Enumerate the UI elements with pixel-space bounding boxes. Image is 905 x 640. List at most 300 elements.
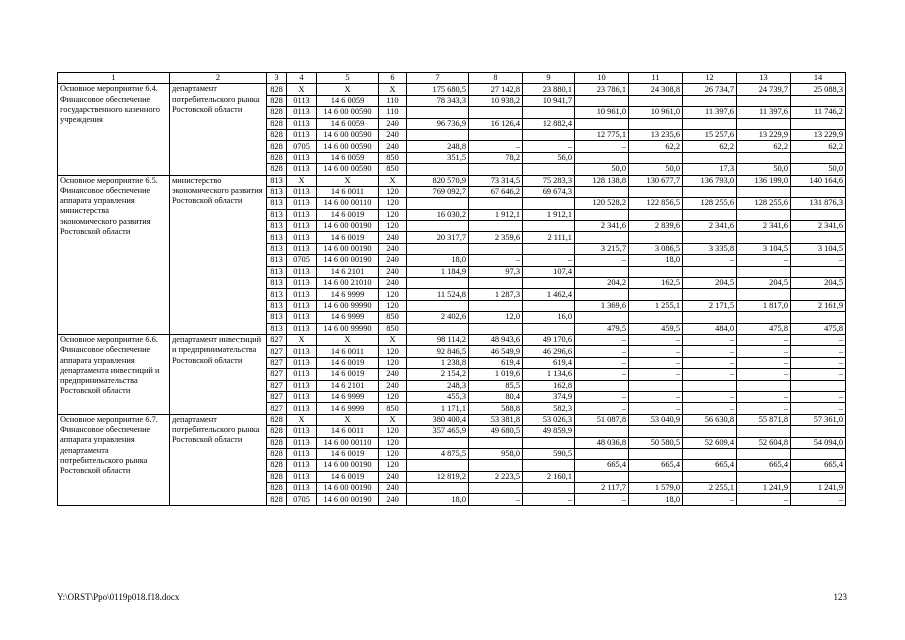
table-cell: 1 255,1 xyxy=(629,300,683,311)
executor-cell: департамент инвестиций и предпринимательства Ростовской области xyxy=(170,334,267,414)
table-cell: 828 xyxy=(267,460,287,471)
table-cell: 14 6 9999 xyxy=(317,403,379,414)
table-cell: – xyxy=(575,334,629,345)
table-cell xyxy=(629,289,683,300)
table-cell: 12 882,4 xyxy=(523,118,575,129)
table-cell: X xyxy=(317,334,379,345)
table-cell: – xyxy=(575,255,629,266)
table-cell xyxy=(575,266,629,277)
table-cell xyxy=(683,471,737,482)
table-cell: 69 674,3 xyxy=(523,186,575,197)
table-cell xyxy=(737,380,791,391)
table-cell xyxy=(737,289,791,300)
table-cell: 619,4 xyxy=(523,357,575,368)
table-cell: 17,3 xyxy=(683,164,737,175)
table-cell xyxy=(737,95,791,106)
table-cell: 14 6 0059 xyxy=(317,118,379,129)
table-cell xyxy=(407,198,469,209)
table-cell: 73 314,5 xyxy=(469,175,523,186)
table-cell: 240 xyxy=(379,380,407,391)
table-cell xyxy=(683,186,737,197)
table-cell: 0113 xyxy=(287,243,317,254)
table-cell xyxy=(629,266,683,277)
table-cell: 240 xyxy=(379,232,407,243)
column-header: 8 xyxy=(469,73,523,84)
table-cell: 374,9 xyxy=(523,391,575,402)
table-cell: 75 283,3 xyxy=(523,175,575,186)
table-cell: 240 xyxy=(379,483,407,494)
table-cell: 14 6 00 00190 xyxy=(317,494,379,505)
table-cell: 204,5 xyxy=(737,278,791,289)
table-cell xyxy=(791,471,846,482)
table-cell: X xyxy=(287,175,317,186)
table-cell: 0705 xyxy=(287,141,317,152)
table-cell: 14 6 2101 xyxy=(317,380,379,391)
table-cell: 2 161,9 xyxy=(791,300,846,311)
table-cell xyxy=(575,380,629,391)
table-cell xyxy=(469,221,523,232)
table-cell: – xyxy=(791,403,846,414)
table-cell: 50 580,5 xyxy=(629,437,683,448)
table-cell: 120 xyxy=(379,437,407,448)
table-cell: X xyxy=(379,84,407,95)
table-cell: 14 6 00 00590 xyxy=(317,129,379,140)
table-cell: 828 xyxy=(267,95,287,106)
table-cell: 827 xyxy=(267,403,287,414)
table-cell: 0113 xyxy=(287,278,317,289)
table-cell: 459,5 xyxy=(629,323,683,334)
table-cell: 14 6 0011 xyxy=(317,426,379,437)
table-cell: – xyxy=(575,403,629,414)
table-cell: 14 6 00 00110 xyxy=(317,198,379,209)
table-cell: 3 104,5 xyxy=(737,243,791,254)
table-cell xyxy=(683,95,737,106)
table-cell: X xyxy=(317,175,379,186)
table-cell xyxy=(683,209,737,220)
event-name-cell: Основное мероприятие 6.7. Финансовое обеспечение аппарата управления департамента потребительского рынка Ростовской области xyxy=(58,414,170,505)
table-cell: 820 570,9 xyxy=(407,175,469,186)
table-cell: 10 961,0 xyxy=(575,107,629,118)
table-cell: 11 397,6 xyxy=(683,107,737,118)
table-cell xyxy=(469,243,523,254)
table-cell: 18,0 xyxy=(407,494,469,505)
table-cell: 12,0 xyxy=(469,312,523,323)
table-cell xyxy=(683,152,737,163)
table-cell xyxy=(629,232,683,243)
table-cell: – xyxy=(523,141,575,152)
table-cell xyxy=(629,380,683,391)
table-cell: 0113 xyxy=(287,164,317,175)
table-cell xyxy=(575,448,629,459)
table-cell xyxy=(791,152,846,163)
table-cell: 46 549,9 xyxy=(469,346,523,357)
table-cell: 479,5 xyxy=(575,323,629,334)
table-cell: 14 6 2101 xyxy=(317,266,379,277)
table-cell: 828 xyxy=(267,483,287,494)
table-cell xyxy=(737,209,791,220)
table-cell: 14 6 0011 xyxy=(317,346,379,357)
table-cell xyxy=(523,323,575,334)
table-cell: 120 xyxy=(379,391,407,402)
table-cell xyxy=(407,129,469,140)
table-cell xyxy=(791,209,846,220)
table-cell: 2 111,1 xyxy=(523,232,575,243)
table-cell: 240 xyxy=(379,266,407,277)
table-cell: 1 462,4 xyxy=(523,289,575,300)
table-cell: 120 xyxy=(379,300,407,311)
table-cell: 850 xyxy=(379,164,407,175)
table-header-row xyxy=(58,73,846,84)
table-cell: 130 677,7 xyxy=(629,175,683,186)
table-cell: 48 943,6 xyxy=(469,334,523,345)
table-cell: – xyxy=(791,369,846,380)
table-cell: – xyxy=(523,255,575,266)
table-cell xyxy=(575,118,629,129)
table-cell: 53 040,9 xyxy=(629,414,683,425)
table-cell xyxy=(407,164,469,175)
table-cell: 3 335,8 xyxy=(683,243,737,254)
table-cell: 665,4 xyxy=(683,460,737,471)
table-row xyxy=(58,175,846,186)
table-cell: 827 xyxy=(267,334,287,345)
table-cell: 13 235,6 xyxy=(629,129,683,140)
table-cell: 46 296,6 xyxy=(523,346,575,357)
table-cell: 0113 xyxy=(287,460,317,471)
table-cell: 240 xyxy=(379,243,407,254)
table-cell: – xyxy=(683,346,737,357)
table-cell: 55 871,8 xyxy=(737,414,791,425)
table-cell xyxy=(683,118,737,129)
table-cell: 813 xyxy=(267,209,287,220)
table-cell: 2 255,1 xyxy=(683,483,737,494)
table-cell: 52 609,4 xyxy=(683,437,737,448)
table-cell: 23 880,1 xyxy=(523,84,575,95)
table-cell: 240 xyxy=(379,141,407,152)
table-cell: 248,8 xyxy=(407,141,469,152)
table-cell: 2 402,6 xyxy=(407,312,469,323)
table-cell: 0113 xyxy=(287,232,317,243)
table-cell: 204,2 xyxy=(575,278,629,289)
table-cell: – xyxy=(575,369,629,380)
table-cell xyxy=(469,323,523,334)
table-cell: 120 xyxy=(379,460,407,471)
table-cell: 850 xyxy=(379,152,407,163)
table-cell xyxy=(523,437,575,448)
table-cell: 1 171,1 xyxy=(407,403,469,414)
table-cell: 53 381,8 xyxy=(469,414,523,425)
table-cell: 813 xyxy=(267,221,287,232)
table-cell: 14 6 9999 xyxy=(317,289,379,300)
table-cell xyxy=(683,232,737,243)
table-cell: – xyxy=(683,357,737,368)
table-cell: 14 6 00 21010 xyxy=(317,278,379,289)
table-cell xyxy=(683,312,737,323)
table-cell: 1 238,8 xyxy=(407,357,469,368)
table-cell: 582,3 xyxy=(523,403,575,414)
column-header: 1 xyxy=(58,73,170,84)
table-cell xyxy=(791,186,846,197)
table-cell xyxy=(629,471,683,482)
table-cell xyxy=(629,209,683,220)
table-cell: 120 xyxy=(379,448,407,459)
table-cell: 0113 xyxy=(287,380,317,391)
table-cell: 813 xyxy=(267,232,287,243)
table-cell: 49 680,5 xyxy=(469,426,523,437)
table-cell: 16,0 xyxy=(523,312,575,323)
table-cell: 828 xyxy=(267,164,287,175)
table-cell: 48 036,8 xyxy=(575,437,629,448)
table-cell: 0113 xyxy=(287,209,317,220)
budget-table xyxy=(57,72,846,506)
table-cell: 14 6 00 99990 xyxy=(317,300,379,311)
table-cell: 0113 xyxy=(287,369,317,380)
table-cell: 120 xyxy=(379,186,407,197)
table-cell: 78 343,3 xyxy=(407,95,469,106)
table-cell: 14 6 0011 xyxy=(317,186,379,197)
table-cell: 96 736,9 xyxy=(407,118,469,129)
table-cell xyxy=(407,437,469,448)
table-cell: 140 164,6 xyxy=(791,175,846,186)
table-cell: 50,0 xyxy=(575,164,629,175)
table-row xyxy=(58,414,846,425)
table-cell: 475,8 xyxy=(791,323,846,334)
table-cell: – xyxy=(791,334,846,345)
table-cell xyxy=(737,266,791,277)
table-cell xyxy=(469,129,523,140)
table-cell: 0113 xyxy=(287,437,317,448)
table-cell: 14 6 0059 xyxy=(317,152,379,163)
table-cell: 120 xyxy=(379,289,407,300)
table-cell: 1 817,0 xyxy=(737,300,791,311)
column-header: 11 xyxy=(629,73,683,84)
table-cell: 120 xyxy=(379,209,407,220)
table-cell: 813 xyxy=(267,312,287,323)
table-cell: 2 341,6 xyxy=(791,221,846,232)
table-cell: 14 6 00 99990 xyxy=(317,323,379,334)
table-cell xyxy=(791,266,846,277)
table-cell: – xyxy=(737,391,791,402)
table-cell: – xyxy=(575,141,629,152)
column-header: 12 xyxy=(683,73,737,84)
table-cell: 1 912,1 xyxy=(523,209,575,220)
table-cell xyxy=(407,107,469,118)
table-cell: 813 xyxy=(267,289,287,300)
table-cell xyxy=(737,186,791,197)
executor-cell: департамент потребительского рынка Ростовской области xyxy=(170,84,267,175)
table-cell: 14 6 0019 xyxy=(317,369,379,380)
table-cell: 49 170,6 xyxy=(523,334,575,345)
table-cell: 827 xyxy=(267,391,287,402)
table-cell: 10 941,7 xyxy=(523,95,575,106)
table-cell xyxy=(737,152,791,163)
table-cell: 51 087,8 xyxy=(575,414,629,425)
table-cell: – xyxy=(575,494,629,505)
table-cell: 813 xyxy=(267,323,287,334)
table-cell: – xyxy=(523,494,575,505)
table-cell xyxy=(523,221,575,232)
table-cell: 120 xyxy=(379,426,407,437)
table-cell: 16 030,2 xyxy=(407,209,469,220)
table-cell xyxy=(575,152,629,163)
table-cell: 475,8 xyxy=(737,323,791,334)
column-header: 7 xyxy=(407,73,469,84)
table-cell: 78,2 xyxy=(469,152,523,163)
table-cell: 1 369,6 xyxy=(575,300,629,311)
table-cell: 769 092,7 xyxy=(407,186,469,197)
table-cell: 850 xyxy=(379,312,407,323)
table-cell: 0113 xyxy=(287,357,317,368)
column-header: 9 xyxy=(523,73,575,84)
table-cell: 122 856,5 xyxy=(629,198,683,209)
table-cell: – xyxy=(629,403,683,414)
table-row xyxy=(58,84,846,95)
table-cell: 12 775,1 xyxy=(575,129,629,140)
table-cell: 2 341,6 xyxy=(683,221,737,232)
table-cell: 665,4 xyxy=(791,460,846,471)
table-cell: 57 361,0 xyxy=(791,414,846,425)
table-cell: 665,4 xyxy=(629,460,683,471)
table-cell xyxy=(407,460,469,471)
table-cell: 49 859,9 xyxy=(523,426,575,437)
table-cell: X xyxy=(287,84,317,95)
table-cell: 120 xyxy=(379,221,407,232)
table-cell: 23 786,1 xyxy=(575,84,629,95)
table-cell: 136 199,0 xyxy=(737,175,791,186)
table-cell: 827 xyxy=(267,380,287,391)
table-cell: 14 6 0059 xyxy=(317,95,379,106)
table-cell: 827 xyxy=(267,369,287,380)
table-cell: 26 734,7 xyxy=(683,84,737,95)
table-cell: 2 171,5 xyxy=(683,300,737,311)
table-cell: 0113 xyxy=(287,448,317,459)
table-cell: – xyxy=(629,346,683,357)
table-cell: 240 xyxy=(379,494,407,505)
table-cell: 828 xyxy=(267,494,287,505)
table-cell: – xyxy=(737,346,791,357)
table-cell: 14 6 0019 xyxy=(317,448,379,459)
table-cell: 0113 xyxy=(287,312,317,323)
table-cell: 1 241,9 xyxy=(737,483,791,494)
table-cell: 590,5 xyxy=(523,448,575,459)
table-cell: 0113 xyxy=(287,471,317,482)
table-cell: 14 6 0019 xyxy=(317,209,379,220)
table-cell: – xyxy=(683,334,737,345)
table-cell: 0113 xyxy=(287,152,317,163)
executor-cell: министерство экономического развития Ростовской области xyxy=(170,175,267,334)
table-cell xyxy=(523,129,575,140)
table-cell: – xyxy=(629,334,683,345)
table-cell: 18,0 xyxy=(629,494,683,505)
table-cell: 828 xyxy=(267,426,287,437)
table-cell: 14 6 00 00110 xyxy=(317,437,379,448)
table-cell: 484,0 xyxy=(683,323,737,334)
table-cell: 351,5 xyxy=(407,152,469,163)
table-cell: 958,0 xyxy=(469,448,523,459)
table-cell: X xyxy=(379,414,407,425)
table-cell xyxy=(469,300,523,311)
event-name-cell: Основное мероприятие 6.6. Финансовое обеспечение аппарата управления департамента инвестиций и предпринимательства Ростовской области xyxy=(58,334,170,414)
table-cell xyxy=(523,198,575,209)
table-cell: 813 xyxy=(267,198,287,209)
table-cell: – xyxy=(683,494,737,505)
table-cell: 2 160,1 xyxy=(523,471,575,482)
table-cell: 0113 xyxy=(287,323,317,334)
table-cell: 80,4 xyxy=(469,391,523,402)
table-cell xyxy=(469,460,523,471)
table-cell xyxy=(523,164,575,175)
table-cell: 16 126,4 xyxy=(469,118,523,129)
table-cell xyxy=(629,426,683,437)
table-cell: 0113 xyxy=(287,221,317,232)
table-cell xyxy=(407,243,469,254)
table-cell: 0113 xyxy=(287,391,317,402)
table-cell xyxy=(737,448,791,459)
table-cell: 0113 xyxy=(287,426,317,437)
table-cell xyxy=(575,426,629,437)
table-cell: 0113 xyxy=(287,266,317,277)
table-cell: X xyxy=(379,334,407,345)
table-cell: 15 257,6 xyxy=(683,129,737,140)
table-cell xyxy=(407,300,469,311)
table-cell: – xyxy=(791,357,846,368)
table-cell: 619,4 xyxy=(469,357,523,368)
table-cell: 53 026,3 xyxy=(523,414,575,425)
table-cell: 10 961,0 xyxy=(629,107,683,118)
table-cell: 10 938,2 xyxy=(469,95,523,106)
table-row xyxy=(58,334,846,345)
table-cell: 14 6 00 00190 xyxy=(317,221,379,232)
table-cell: 92 846,5 xyxy=(407,346,469,357)
table-cell: – xyxy=(737,369,791,380)
table-cell: 14 6 0019 xyxy=(317,232,379,243)
table-cell: – xyxy=(791,255,846,266)
table-cell: 828 xyxy=(267,107,287,118)
table-cell xyxy=(791,380,846,391)
table-cell: 110 xyxy=(379,95,407,106)
table-cell: 0113 xyxy=(287,186,317,197)
table-cell: 11 746,2 xyxy=(791,107,846,118)
table-cell: 2 341,6 xyxy=(737,221,791,232)
table-cell xyxy=(469,198,523,209)
column-header: 13 xyxy=(737,73,791,84)
table-cell: 0113 xyxy=(287,346,317,357)
table-cell: 813 xyxy=(267,266,287,277)
table-cell xyxy=(683,380,737,391)
table-cell: 4 875,5 xyxy=(407,448,469,459)
table-cell: 2 154,2 xyxy=(407,369,469,380)
table-cell: – xyxy=(629,357,683,368)
table-cell xyxy=(469,278,523,289)
table-cell: 18,0 xyxy=(407,255,469,266)
table-cell xyxy=(575,232,629,243)
table-cell xyxy=(629,448,683,459)
table-cell: 588,8 xyxy=(469,403,523,414)
table-cell xyxy=(791,426,846,437)
table-cell: X xyxy=(317,414,379,425)
table-cell: 128 255,6 xyxy=(683,198,737,209)
table-cell: 248,3 xyxy=(407,380,469,391)
table-cell: 107,4 xyxy=(523,266,575,277)
table-cell: 240 xyxy=(379,471,407,482)
column-header: 5 xyxy=(317,73,379,84)
column-header: 2 xyxy=(170,73,267,84)
table-cell: 162,5 xyxy=(629,278,683,289)
table-cell: 18,0 xyxy=(629,255,683,266)
table-cell: – xyxy=(575,391,629,402)
table-cell: 24 308,8 xyxy=(629,84,683,95)
table-cell: 813 xyxy=(267,186,287,197)
table-cell: 62,2 xyxy=(683,141,737,152)
